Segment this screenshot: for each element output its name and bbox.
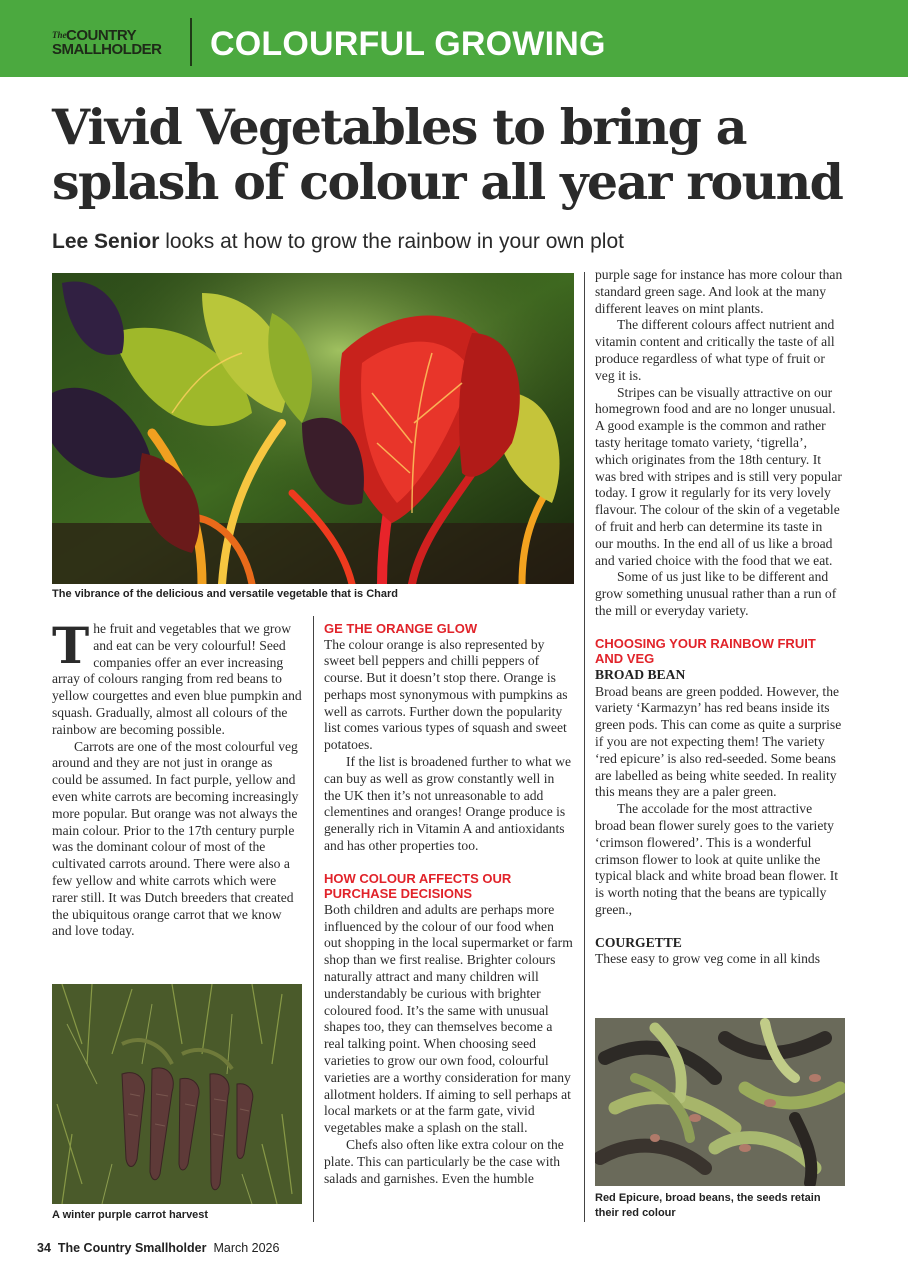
headline-line-2: splash of colour all year round: [52, 153, 843, 211]
bean-illustration: [595, 1018, 845, 1186]
logo-line-1: COUNTRY: [66, 27, 137, 44]
column-1: [52, 616, 304, 940]
standfirst-text: looks at how to grow the rainbow in your own plot: [159, 230, 624, 253]
bean-photo: [595, 1018, 845, 1186]
logo-the: The: [52, 30, 67, 40]
carrot-photo: [52, 984, 302, 1204]
magazine-logo: [52, 28, 182, 60]
header-divider: [190, 18, 192, 66]
col2-paragraph-3: Both children and adults are perhaps more influenced by the colour of our food when out shopping in the local supermarket or farm shop than we first realise. Brighter colours naturally attract and many children will understandably be curious with brighter coloured food. It’s the same with unusual shapes too, they can themselves become a real talking point. When choosing seed varieties to grow our own food, colourful varieties are a worthy consideration for many allotment holders. If aiming to sell perhaps at local markets or at the farm gate, vivid vegetables make a splash on the stall.: [324, 901, 573, 1136]
section-title: COLOURFUL GROWING: [210, 25, 606, 63]
drop-cap: T: [52, 616, 90, 675]
col2-paragraph-2: If the list is broadened further to what we can buy as well as grow constantly well in the UK then it’s not unreasonable to add clementines and oranges! Orange produce is generally rich in Vitamin A and antioxidants and has other properties too.: [324, 754, 571, 854]
subheading-courgette: COURGETTE: [595, 934, 682, 950]
col1-paragraph-1: [52, 616, 304, 739]
col3-paragraph-2: The different colours affect nutrient and vitamin content and critically the taste of all produce regardless of what type of fruit or veg it is.: [595, 317, 835, 383]
headline-line-1: Vivid Vegetables to bring a: [52, 98, 746, 156]
logo-line-2: SMALLHOLDER: [52, 41, 162, 58]
chard-caption: The vibrance of the delicious and versatile vegetable that is Chard: [52, 588, 398, 600]
bean-caption: Red Epicure, broad beans, the seeds retain their red colour: [595, 1192, 821, 1219]
column-rule-2: [584, 272, 585, 1222]
col2-paragraph-1: The colour orange is also represented by sweet bell peppers and chilli peppers of course. But it doesn’t stop there. Orange is perhaps most synonymous with pumpkins as well as carrots. Further down the popularity list comes various types of squash and sweet potatoes.: [324, 636, 568, 753]
carrot-caption: A winter purple carrot harvest: [52, 1209, 209, 1221]
heading-choosing-rainbow: CHOOSING YOUR RAINBOW FRUIT AND VEG: [595, 635, 816, 667]
column-3: [595, 267, 843, 968]
column-rule-1: [313, 616, 314, 1222]
col2-paragraph-4: Chefs also often like extra colour on the plate. This can particularly be the case with salads and garnishes. Even the humble: [324, 1137, 564, 1186]
article-headline: [52, 100, 872, 210]
subheading-broad-bean: BROAD BEAN: [595, 666, 686, 682]
chard-illustration: [52, 273, 574, 584]
standfirst: [52, 229, 872, 255]
footer-magazine: The Country Smallholder: [57, 1241, 207, 1255]
col3-paragraph-5: Broad beans are green podded. However, the variety ‘Karmazyn’ has red beans inside its green pods. This can come as quite a surprise if you are not expecting them! The variety ‘red epicure’ is also red-seeded. Some beans are labelled as being white seeded. In reality this means they are a paler green.: [595, 683, 842, 800]
page-number: 34: [37, 1241, 51, 1255]
page-footer: [37, 1241, 279, 1255]
chard-photo: [52, 273, 574, 584]
col3-paragraph-3: Stripes can be visually attractive on our homegrown food and are no longer unusual. A good example is the common and rather tasty heritage tomato variety, ‘tigrella’, which originates from the 18th century. It was bred with stripes and is still very popular today. I grow it regularly for its very lovely flavour. The colour of the skin of a vegetable of fruit and herb can determine its taste in our mouths. In the end all of us like a broad and varied choice with the food that we eat.: [595, 384, 842, 568]
heading-colour-purchase: HOW COLOUR AFFECTS OUR PURCHASE DECISIONS: [324, 870, 512, 902]
col3-paragraph-4: Some of us just like to be different and grow something unusual rather than a run of the mill or everyday variety.: [595, 569, 837, 618]
col3-paragraph-7: These easy to grow veg come in all kinds: [595, 951, 820, 967]
column-2: [324, 621, 574, 1187]
author-name: Lee Senior: [52, 230, 160, 253]
heading-orange-glow: GE THE ORANGE GLOW: [324, 621, 478, 636]
carrot-illustration: [52, 984, 302, 1204]
col1-paragraph-2: Carrots are one of the most colourful veg around and they are not just in orange as could be assumed. In fact purple, yellow and even white carrots are becoming increasingly more popular. But orange was not always the main colour. Prior to the 17th century purple was the dominant colour of most of the cultivated carrots around. There were also a few yellow and white carrots which were rarer still. It was Dutch breeders that created the ubiquitous orange carrot that we know and love today.: [52, 738, 299, 939]
col1-p1-text: he fruit and vegetables that we grow and eat can be very colourful! Seed companies offer an ever increasing array of colours ranging from red beans to yellow courgettes and even blue pumpkin and squash. Gradually, almost all colours of the rainbow are becoming possible.: [52, 621, 302, 737]
col3-paragraph-1: purple sage for instance has more colour than standard green sage. And look at the many different leaves on mint plants.: [595, 267, 843, 316]
header-band: [0, 0, 908, 77]
col3-paragraph-6: The accolade for the most attractive broad bean flower surely goes to the variety ‘crimson flowered’. This is a wonderful crimson flower to look at quite unlike the typical black and white broad bean flower. It is worth noting that the beans are typically green.,: [595, 801, 839, 917]
footer-issue: March 2026: [213, 1241, 280, 1255]
